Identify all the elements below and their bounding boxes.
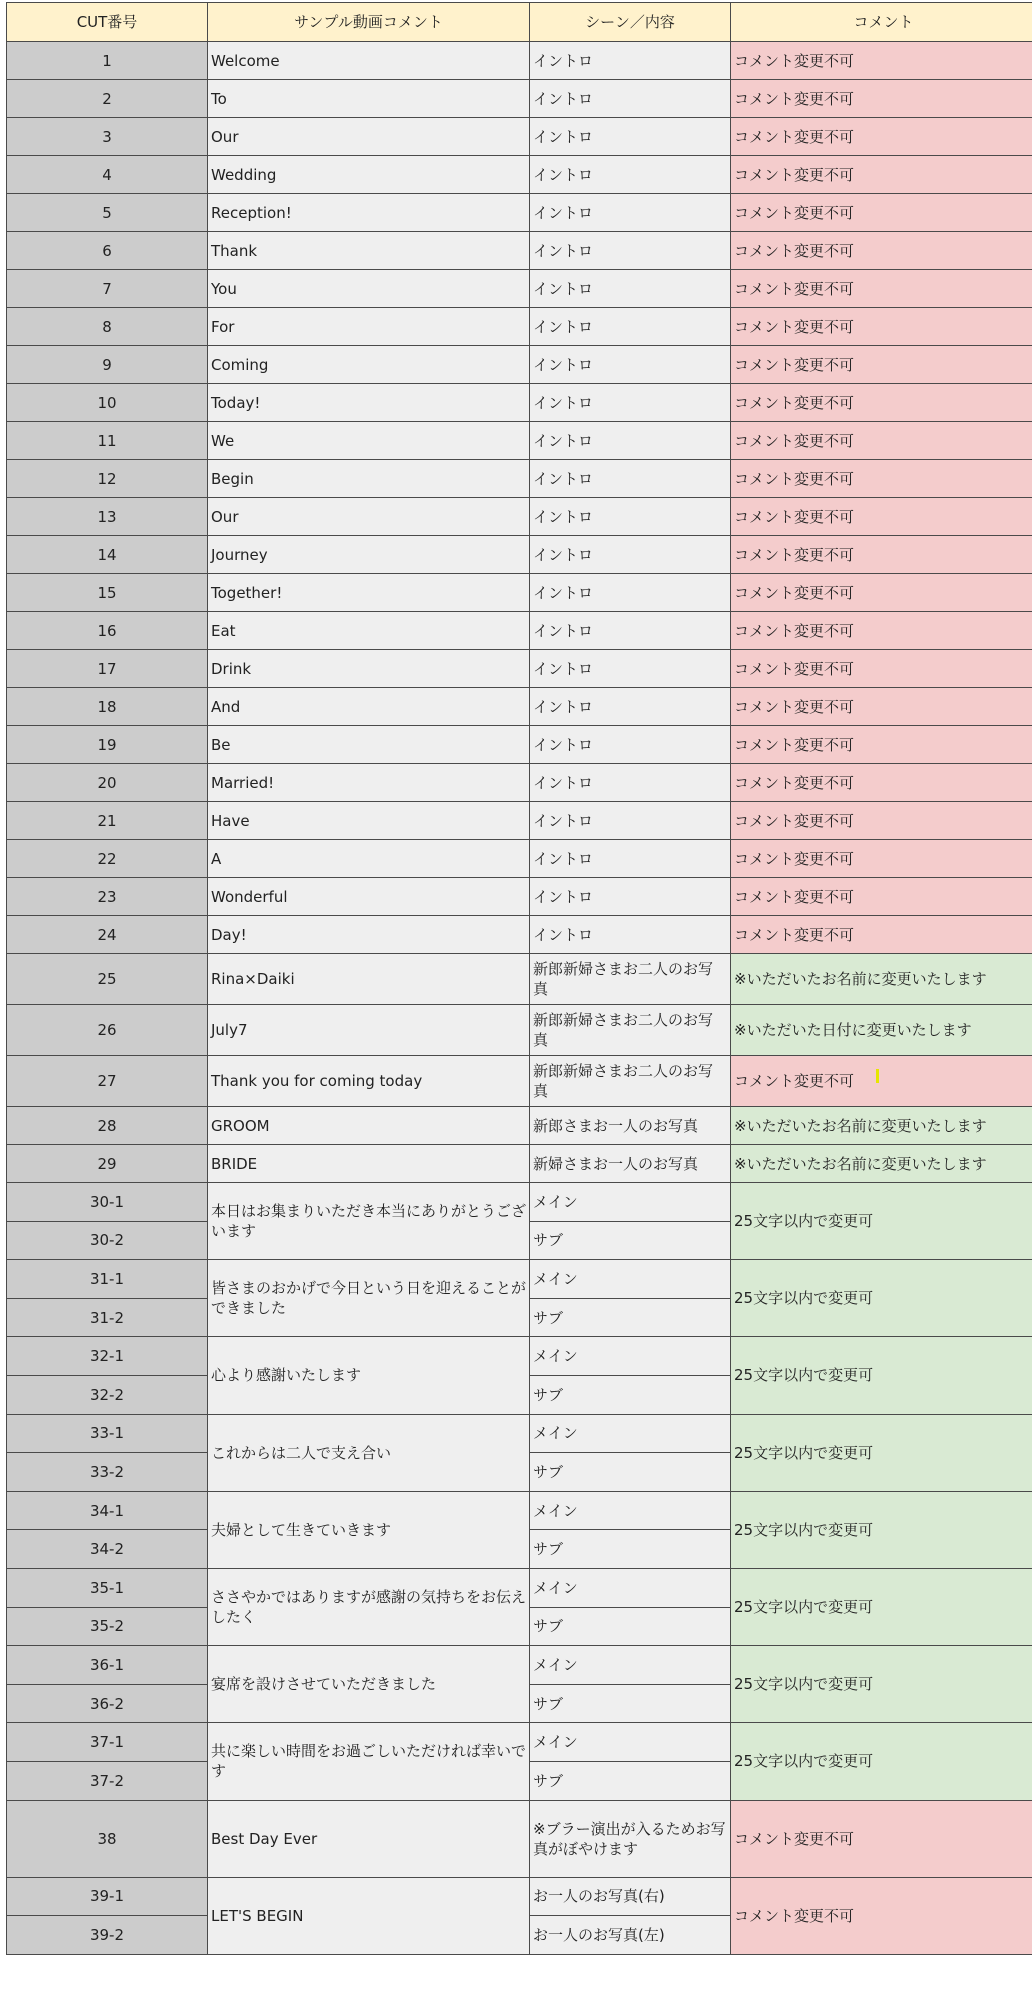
cut-number-cell[interactable]: 15 (7, 574, 208, 612)
scene-cell[interactable]: メイン (530, 1183, 731, 1222)
comment-cell[interactable]: コメント変更不可 (731, 688, 1032, 726)
scene-cell[interactable]: サブ (530, 1221, 731, 1260)
scene-cell[interactable]: イントロ (530, 498, 731, 536)
cut-number-cell[interactable]: 11 (7, 422, 208, 460)
sample-comment-cell[interactable]: 夫婦として生きていきます (208, 1491, 530, 1568)
sample-comment-cell[interactable]: Be (208, 726, 530, 764)
sample-comment-cell[interactable]: We (208, 422, 530, 460)
cut-number-cell[interactable]: 10 (7, 384, 208, 422)
cut-number-cell[interactable]: 20 (7, 764, 208, 802)
table-row (7, 498, 1032, 536)
comment-cell[interactable]: 25文字以内で変更可 (731, 1260, 1032, 1337)
table-row (7, 194, 1032, 232)
comment-cell[interactable]: 25文字以内で変更可 (731, 1337, 1032, 1414)
table-row (7, 270, 1032, 308)
cut-number-cell[interactable]: 34-1 (7, 1491, 208, 1530)
comment-cell[interactable]: コメント変更不可 (731, 878, 1032, 916)
cut-number-cell[interactable]: 16 (7, 612, 208, 650)
cut-number-cell[interactable]: 17 (7, 650, 208, 688)
cut-number-cell[interactable]: 22 (7, 840, 208, 878)
scene-cell[interactable]: イントロ (530, 840, 731, 878)
sample-comment-cell[interactable]: Married! (208, 764, 530, 802)
scene-cell[interactable]: イントロ (530, 422, 731, 460)
sample-comment-cell[interactable]: GROOM (208, 1107, 530, 1145)
sample-comment-cell[interactable]: For (208, 308, 530, 346)
scene-cell[interactable]: メイン (530, 1337, 731, 1376)
sample-comment-cell[interactable]: Eat (208, 612, 530, 650)
table-row (7, 42, 1032, 80)
scene-cell[interactable]: 新婦さまお一人のお写真 (530, 1145, 731, 1183)
comment-cell[interactable]: 25文字以内で変更可 (731, 1723, 1032, 1800)
scene-cell[interactable]: イントロ (530, 232, 731, 270)
cut-number-cell[interactable]: 31-2 (7, 1298, 208, 1337)
header-cut-number[interactable]: CUT番号 (7, 3, 208, 42)
comment-cell[interactable]: ※いただいた日付に変更いたします (731, 1005, 1032, 1056)
header-scene[interactable]: シーン／内容 (530, 3, 731, 42)
comment-cell[interactable]: 25文字以内で変更可 (731, 1646, 1032, 1723)
comment-cell[interactable]: コメント変更不可 (731, 118, 1032, 156)
sample-comment-cell[interactable]: July7 (208, 1005, 530, 1056)
cut-number-cell[interactable]: 29 (7, 1145, 208, 1183)
sample-comment-cell[interactable]: ささやかではありますが感謝の気持ちをお伝えしたく (208, 1568, 530, 1645)
table-row (7, 308, 1032, 346)
cut-number-cell[interactable]: 25 (7, 954, 208, 1005)
cut-number-cell[interactable]: 35-2 (7, 1607, 208, 1646)
scene-cell[interactable]: イントロ (530, 574, 731, 612)
sample-comment-cell[interactable]: Welcome (208, 42, 530, 80)
comment-cell[interactable]: コメント変更不可 (731, 916, 1032, 954)
scene-cell[interactable]: 新郎新婦さまお二人のお写真 (530, 1005, 731, 1056)
comment-cell[interactable]: コメント変更不可 (731, 346, 1032, 384)
comment-cell[interactable]: コメント変更不可 (731, 156, 1032, 194)
scene-cell[interactable]: イントロ (530, 308, 731, 346)
comment-cell[interactable]: ※いただいたお名前に変更いたします (731, 1145, 1032, 1183)
cut-number-cell[interactable]: 36-1 (7, 1646, 208, 1685)
cut-number-cell[interactable]: 9 (7, 346, 208, 384)
sample-comment-cell[interactable]: これからは二人で支え合い (208, 1414, 530, 1491)
comment-cell[interactable]: コメント変更不可 (731, 1056, 1032, 1107)
comment-cell[interactable]: コメント変更不可 (731, 840, 1032, 878)
scene-cell[interactable]: ※ブラー演出が入るためお写真がぼやけます (530, 1800, 731, 1877)
table-row (7, 726, 1032, 764)
table-row (7, 1260, 1032, 1299)
sample-comment-cell[interactable]: Rina×Daiki (208, 954, 530, 1005)
comment-cell[interactable]: コメント変更不可 (731, 1877, 1032, 1954)
sample-comment-cell[interactable]: Have (208, 802, 530, 840)
comment-cell[interactable]: コメント変更不可 (731, 536, 1032, 574)
comment-cell[interactable]: コメント変更不可 (731, 802, 1032, 840)
cut-number-cell[interactable]: 30-2 (7, 1221, 208, 1260)
sample-comment-cell[interactable]: To (208, 80, 530, 118)
sample-comment-cell[interactable]: Together! (208, 574, 530, 612)
sample-comment-cell[interactable]: Wonderful (208, 878, 530, 916)
cut-number-cell[interactable]: 1 (7, 42, 208, 80)
scene-cell[interactable]: イントロ (530, 612, 731, 650)
sample-comment-cell[interactable]: LET'S BEGIN (208, 1877, 530, 1954)
table-row (7, 1107, 1032, 1145)
scene-cell[interactable]: メイン (530, 1414, 731, 1453)
table-row (7, 612, 1032, 650)
table-row (7, 1877, 1032, 1916)
sample-comment-cell[interactable]: 本日はお集まりいただき本当にありがとうございます (208, 1183, 530, 1260)
table-row (7, 688, 1032, 726)
cut-number-cell[interactable]: 13 (7, 498, 208, 536)
scene-cell[interactable]: サブ (530, 1375, 731, 1414)
scene-cell[interactable]: イントロ (530, 536, 731, 574)
scene-cell[interactable]: サブ (530, 1607, 731, 1646)
table-row (7, 80, 1032, 118)
sample-comment-cell[interactable]: Our (208, 498, 530, 536)
table-row (7, 118, 1032, 156)
sample-comment-cell[interactable]: A (208, 840, 530, 878)
comment-cell[interactable]: コメント変更不可 (731, 80, 1032, 118)
comment-cell[interactable]: 25文字以内で変更可 (731, 1568, 1032, 1645)
table-row (7, 156, 1032, 194)
cut-number-cell[interactable]: 7 (7, 270, 208, 308)
table-row (7, 840, 1032, 878)
scene-cell[interactable]: イントロ (530, 156, 731, 194)
comment-cell[interactable]: コメント変更不可 (731, 574, 1032, 612)
table-row (7, 1005, 1032, 1056)
table-row (7, 1337, 1032, 1376)
scene-cell[interactable]: イントロ (530, 916, 731, 954)
header-comment[interactable]: コメント (731, 3, 1032, 42)
table-row (7, 384, 1032, 422)
sample-comment-cell[interactable]: Drink (208, 650, 530, 688)
table-row (7, 650, 1032, 688)
cut-number-cell[interactable]: 39-1 (7, 1877, 208, 1916)
comment-cell[interactable]: コメント変更不可 (731, 612, 1032, 650)
scene-cell[interactable]: イントロ (530, 80, 731, 118)
sample-comment-cell[interactable]: 宴席を設けさせていただきました (208, 1646, 530, 1723)
scene-cell[interactable]: イントロ (530, 650, 731, 688)
scene-cell[interactable]: メイン (530, 1723, 731, 1762)
comment-cell[interactable]: コメント変更不可 (731, 384, 1032, 422)
cut-number-cell[interactable]: 39-2 (7, 1916, 208, 1955)
cut-number-cell[interactable]: 33-1 (7, 1414, 208, 1453)
table-row (7, 878, 1032, 916)
table-row (7, 346, 1032, 384)
cut-number-cell[interactable]: 18 (7, 688, 208, 726)
comment-cell[interactable]: ※いただいたお名前に変更いたします (731, 954, 1032, 1005)
scene-cell[interactable]: イントロ (530, 118, 731, 156)
table-row (7, 802, 1032, 840)
sample-comment-cell[interactable]: Best Day Ever (208, 1800, 530, 1877)
sample-comment-cell[interactable]: Thank (208, 232, 530, 270)
table-row (7, 460, 1032, 498)
cut-number-cell[interactable]: 36-2 (7, 1684, 208, 1723)
table-row (7, 954, 1032, 1005)
sample-comment-cell[interactable]: Coming (208, 346, 530, 384)
sample-comment-cell[interactable]: Begin (208, 460, 530, 498)
table-row (7, 1145, 1032, 1183)
comment-cell[interactable]: 25文字以内で変更可 (731, 1491, 1032, 1568)
cut-number-cell[interactable]: 2 (7, 80, 208, 118)
comment-cell[interactable]: コメント変更不可 (731, 650, 1032, 688)
table-row (7, 1800, 1032, 1877)
scene-cell[interactable]: お一人のお写真(右) (530, 1877, 731, 1916)
cut-number-cell[interactable]: 33-2 (7, 1453, 208, 1492)
cut-number-cell[interactable]: 23 (7, 878, 208, 916)
sample-comment-cell[interactable]: Today! (208, 384, 530, 422)
cut-number-cell[interactable]: 12 (7, 460, 208, 498)
scene-cell[interactable]: メイン (530, 1260, 731, 1299)
sample-comment-cell[interactable]: 皆さまのおかげで今日という日を迎えることができました (208, 1260, 530, 1337)
sample-comment-cell[interactable]: And (208, 688, 530, 726)
cut-number-cell[interactable]: 28 (7, 1107, 208, 1145)
table-row (7, 1646, 1032, 1685)
scene-cell[interactable]: イントロ (530, 460, 731, 498)
scene-cell[interactable]: メイン (530, 1491, 731, 1530)
table-row (7, 1723, 1032, 1762)
comment-cell[interactable]: コメント変更不可 (731, 1800, 1032, 1877)
comment-cell[interactable]: コメント変更不可 (731, 308, 1032, 346)
header-row (7, 3, 1032, 42)
scene-cell[interactable]: イントロ (530, 878, 731, 916)
scene-cell[interactable]: イントロ (530, 270, 731, 308)
cut-number-cell[interactable]: 19 (7, 726, 208, 764)
cut-number-cell[interactable]: 27 (7, 1056, 208, 1107)
comment-cell[interactable]: 25文字以内で変更可 (731, 1183, 1032, 1260)
scene-cell[interactable]: イントロ (530, 688, 731, 726)
sample-comment-cell[interactable]: Reception! (208, 194, 530, 232)
comment-cell[interactable]: コメント変更不可 (731, 460, 1032, 498)
scene-cell[interactable]: メイン (530, 1568, 731, 1607)
sample-comment-cell[interactable]: 共に楽しい時間をお過ごしいただければ幸いです (208, 1723, 530, 1800)
cut-number-cell[interactable]: 32-1 (7, 1337, 208, 1376)
text-cursor-marker (876, 1069, 879, 1083)
sample-comment-cell[interactable]: You (208, 270, 530, 308)
comment-cell[interactable]: ※いただいたお名前に変更いたします (731, 1107, 1032, 1145)
scene-cell[interactable]: イントロ (530, 384, 731, 422)
sample-comment-cell[interactable]: 心より感謝いたします (208, 1337, 530, 1414)
cut-number-cell[interactable]: 26 (7, 1005, 208, 1056)
table-row (7, 916, 1032, 954)
sample-comment-cell[interactable]: Journey (208, 536, 530, 574)
cut-number-cell[interactable]: 24 (7, 916, 208, 954)
cut-number-cell[interactable]: 4 (7, 156, 208, 194)
cut-comment-sheet (6, 2, 1032, 1955)
table-row (7, 574, 1032, 612)
header-sample-comment[interactable]: サンプル動画コメント (208, 3, 530, 42)
comment-cell[interactable]: コメント変更不可 (731, 764, 1032, 802)
scene-cell[interactable]: 新郎新婦さまお二人のお写真 (530, 954, 731, 1005)
scene-cell[interactable]: イントロ (530, 802, 731, 840)
cut-number-cell[interactable]: 21 (7, 802, 208, 840)
table-row (7, 764, 1032, 802)
table-row (7, 232, 1032, 270)
table-row (7, 1414, 1032, 1453)
comment-cell[interactable]: 25文字以内で変更可 (731, 1414, 1032, 1491)
scene-cell[interactable]: サブ (530, 1298, 731, 1337)
sample-comment-cell[interactable]: Thank you for coming today (208, 1056, 530, 1107)
scene-cell[interactable]: イントロ (530, 726, 731, 764)
scene-cell[interactable]: サブ (530, 1453, 731, 1492)
scene-cell[interactable]: サブ (530, 1530, 731, 1569)
cut-number-cell[interactable]: 34-2 (7, 1530, 208, 1569)
cut-number-cell[interactable]: 8 (7, 308, 208, 346)
table-row (7, 1183, 1032, 1222)
comment-cell[interactable]: コメント変更不可 (731, 270, 1032, 308)
scene-cell[interactable]: イントロ (530, 194, 731, 232)
comment-cell[interactable]: コメント変更不可 (731, 726, 1032, 764)
table-row (7, 1568, 1032, 1607)
cut-number-cell[interactable]: 14 (7, 536, 208, 574)
scene-cell[interactable]: サブ (530, 1684, 731, 1723)
table-row (7, 422, 1032, 460)
scene-cell[interactable]: 新郎さまお一人のお写真 (530, 1107, 731, 1145)
cut-number-cell[interactable]: 37-1 (7, 1723, 208, 1762)
table-body (7, 42, 1032, 1955)
table-row (7, 1491, 1032, 1530)
cut-number-cell[interactable]: 6 (7, 232, 208, 270)
cut-number-cell[interactable]: 38 (7, 1800, 208, 1877)
comment-cell[interactable]: コメント変更不可 (731, 422, 1032, 460)
scene-cell[interactable]: イントロ (530, 764, 731, 802)
scene-cell[interactable]: メイン (530, 1646, 731, 1685)
sample-comment-cell[interactable]: Day! (208, 916, 530, 954)
sample-comment-cell[interactable]: BRIDE (208, 1145, 530, 1183)
sample-comment-cell[interactable]: Our (208, 118, 530, 156)
scene-cell[interactable]: サブ (530, 1761, 731, 1800)
scene-cell[interactable]: イントロ (530, 346, 731, 384)
cut-number-cell[interactable]: 35-1 (7, 1568, 208, 1607)
comment-cell[interactable]: コメント変更不可 (731, 194, 1032, 232)
comment-cell[interactable]: コメント変更不可 (731, 42, 1032, 80)
cut-number-cell[interactable]: 31-1 (7, 1260, 208, 1299)
cut-number-cell[interactable]: 3 (7, 118, 208, 156)
sample-comment-cell[interactable]: Wedding (208, 156, 530, 194)
cut-number-cell[interactable]: 5 (7, 194, 208, 232)
comment-cell[interactable]: コメント変更不可 (731, 232, 1032, 270)
scene-cell[interactable]: お一人のお写真(左) (530, 1916, 731, 1955)
table-row (7, 536, 1032, 574)
cut-number-cell[interactable]: 37-2 (7, 1761, 208, 1800)
comment-cell[interactable]: コメント変更不可 (731, 498, 1032, 536)
scene-cell[interactable]: 新郎新婦さまお二人のお写真 (530, 1056, 731, 1107)
cut-number-cell[interactable]: 32-2 (7, 1375, 208, 1414)
scene-cell[interactable]: イントロ (530, 42, 731, 80)
cut-number-cell[interactable]: 30-1 (7, 1183, 208, 1222)
